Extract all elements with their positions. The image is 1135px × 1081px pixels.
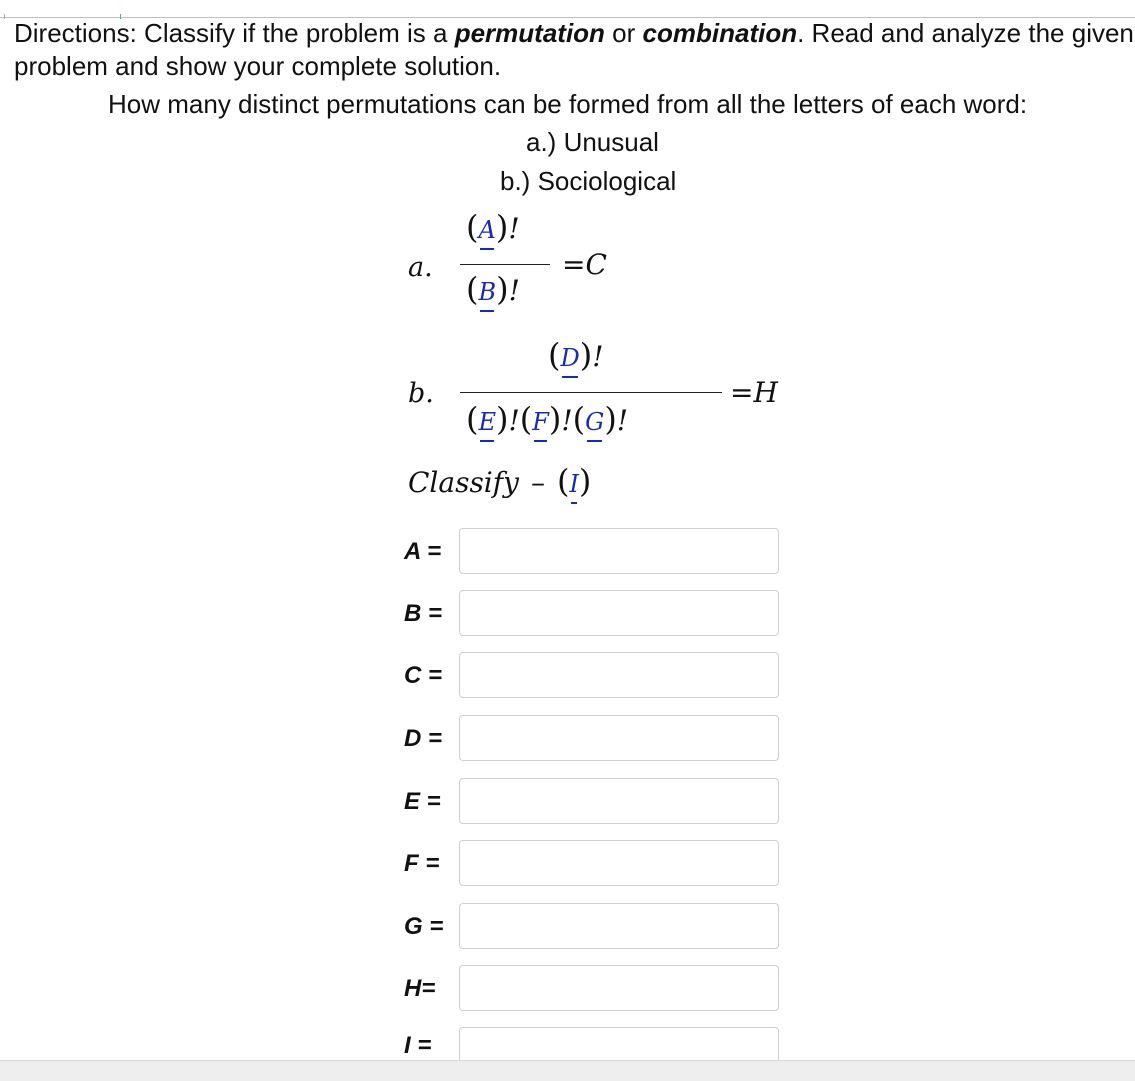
formula-a-label: a.: [408, 252, 433, 283]
var-D: D: [560, 344, 580, 372]
formula-b-denominator: (E)!(F)!(G)!: [466, 400, 629, 438]
bottom-bar: [0, 1060, 1135, 1081]
item-a-unusual: a.) Unusual: [526, 127, 659, 157]
answer-label-c: C =: [404, 662, 443, 689]
keyword-permutation: permutation: [454, 18, 605, 48]
answer-input-h[interactable]: [459, 965, 779, 1011]
var-F: F: [532, 408, 549, 436]
item-b-sociological: b.) Sociological: [500, 166, 677, 196]
var-H: H: [753, 376, 778, 409]
formula-a-numerator: (A)!: [466, 208, 520, 246]
answer-label-i: I =: [404, 1032, 432, 1059]
keyword-combination: combination: [642, 18, 798, 48]
answer-input-e[interactable]: [459, 778, 779, 824]
var-B: B: [478, 278, 497, 306]
var-A: A: [478, 216, 496, 244]
answer-label-e: E =: [404, 788, 441, 815]
answer-label-b: B =: [404, 600, 443, 627]
var-C: C: [585, 248, 607, 281]
answer-input-g[interactable]: [459, 903, 779, 949]
classify-line: Classify – (I): [408, 462, 592, 500]
answer-input-c[interactable]: [459, 652, 779, 698]
directions-text: Directions: Classify if the problem is a permutation or combination. Read and analyze the given problem and show your complete solution.: [14, 18, 1134, 81]
answer-label-g: G =: [404, 913, 444, 940]
var-G: G: [585, 408, 605, 436]
question-text: How many distinct permutations can be formed from all the letters of each word:: [108, 89, 1028, 119]
classify-slot: (I): [556, 462, 592, 500]
answer-label-a: A =: [404, 538, 442, 565]
top-mark: [4, 14, 5, 19]
var-E: E: [478, 408, 497, 436]
answer-label-h: H=: [404, 975, 436, 1002]
answer-input-f[interactable]: [459, 840, 779, 886]
answer-input-b[interactable]: [459, 590, 779, 636]
answer-input-a[interactable]: [459, 528, 779, 574]
formula-a-fraction-line: [460, 264, 550, 265]
var-I: I: [569, 470, 579, 498]
answer-label-d: D =: [404, 725, 443, 752]
formula-b-result: =H: [730, 376, 778, 409]
formula-a-result: =C: [562, 248, 607, 281]
formula-a-denominator: (B)!: [466, 270, 520, 308]
answer-label-f: F =: [404, 850, 440, 877]
formula-b-fraction-line: [460, 392, 722, 393]
formula-b-label: b.: [408, 378, 434, 409]
answer-input-d[interactable]: [459, 715, 779, 761]
formula-b-numerator: (D)!: [548, 336, 604, 374]
